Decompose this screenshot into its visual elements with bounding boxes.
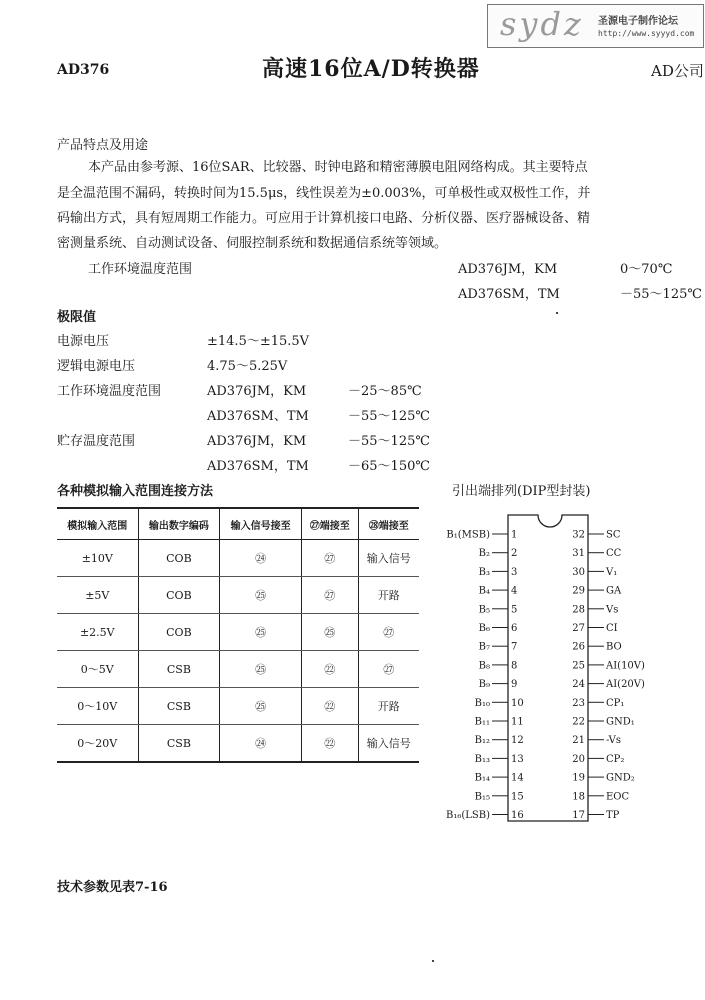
watermark-url: http://www.syyyd.com: [598, 29, 695, 38]
pin-label: B₂: [478, 548, 490, 560]
company-name: AD公司: [651, 62, 704, 80]
table-cell: ㉕: [220, 688, 302, 725]
table-cell: ㉗: [358, 614, 419, 651]
pin-number: 8: [511, 660, 518, 672]
table-cell: ㉗: [301, 540, 358, 577]
limit-model: AD376JM，KM: [207, 434, 307, 449]
watermark-logo-text: sydz: [500, 5, 584, 43]
column-header: ㉘端接至: [358, 508, 419, 540]
temp-range-value: －55～125℃: [620, 287, 702, 302]
limit-range: ±14.5～±15.5V: [207, 334, 310, 349]
pin-label: AI(10V): [606, 660, 645, 672]
table-cell: ±10V: [57, 540, 138, 577]
limit-model: AD376SM、TM: [207, 409, 309, 424]
pin-label: B₁₂: [474, 735, 490, 747]
table-cell: COB: [138, 540, 220, 577]
pin-label: GA: [606, 585, 622, 597]
pin-number: 3: [511, 566, 518, 578]
intro-line: 码输出方式，具有短周期工作能力。可应用于计算机接口电路、分析仪器、医疗器械设备、精: [57, 211, 591, 226]
pin-label: EOC: [606, 791, 630, 803]
limit-label: 贮存温度范围: [57, 434, 136, 449]
pin-number: 27: [572, 623, 585, 634]
table-row: [57, 614, 419, 651]
table-cell: CSB: [138, 725, 220, 763]
column-header: 输出数字编码: [138, 508, 220, 540]
pin-number: 5: [511, 604, 518, 616]
pin-label: GND₂: [606, 772, 635, 784]
pin-label: CP₂: [606, 753, 625, 765]
pinout-heading: 引出端排列(DIP型封装): [452, 484, 591, 499]
pin-number: 20: [572, 753, 585, 765]
pin-number: 17: [572, 810, 585, 821]
table-cell: ㉒: [301, 688, 358, 725]
limit-model: AD376JM，KM: [207, 384, 307, 399]
table-cell: ㉒: [301, 651, 358, 688]
temp-range-model: AD376SM，TM: [458, 287, 560, 302]
limit-label: 工作环境温度范围: [57, 384, 162, 399]
table-cell: 输入信号: [358, 725, 419, 763]
pin-label: B₃: [478, 566, 490, 578]
table-cell: ±5V: [57, 577, 138, 614]
pin-label: B₈: [478, 660, 490, 672]
pin-number: 31: [572, 548, 585, 560]
pin-label: TP: [606, 810, 620, 821]
table-cell: COB: [138, 577, 220, 614]
limit-label: 逻辑电源电压: [57, 359, 136, 374]
limit-value: －55～125℃: [348, 409, 430, 424]
table-row: [57, 688, 419, 725]
limit-value: －55～125℃: [348, 434, 430, 449]
pin-label: B₉: [478, 679, 490, 691]
table-cell: ㉗: [358, 651, 419, 688]
table-cell: 0～10V: [57, 688, 138, 725]
table-cell: ㉔: [220, 725, 302, 763]
pin-number: 6: [511, 623, 518, 634]
pin-number: 14: [511, 772, 524, 784]
table-cell: CSB: [138, 688, 220, 725]
pin-number: 4: [511, 585, 518, 597]
pin-number: 28: [572, 604, 585, 616]
pin-number: 7: [511, 641, 518, 653]
table-cell: COB: [138, 614, 220, 651]
table-cell: 输入信号: [358, 540, 419, 577]
pin-number: 16: [511, 810, 524, 821]
pin-number: 19: [572, 772, 585, 784]
table-cell: ㉕: [301, 614, 358, 651]
column-header: 输入信号接至: [220, 508, 302, 540]
pin-number: 22: [572, 716, 585, 728]
limit-label: 电源电压: [57, 334, 110, 349]
table-row: [57, 577, 419, 614]
pin-number: 23: [572, 697, 585, 709]
table-cell: CSB: [138, 651, 220, 688]
pin-label: B₁(MSB): [446, 529, 490, 541]
pin-number: 21: [572, 735, 585, 747]
pin-label: CI: [606, 623, 618, 634]
pin-number: 11: [511, 716, 524, 728]
pin-number: 12: [511, 735, 524, 747]
pin-number: 2: [511, 548, 518, 560]
speck: [432, 960, 434, 962]
pin-number: 18: [572, 791, 585, 803]
limit-model: AD376SM，TM: [207, 459, 309, 474]
pin-number: 10: [511, 697, 524, 709]
watermark-site-name: 圣源电子制作论坛: [598, 16, 678, 27]
pin-number: 32: [572, 529, 585, 541]
table-cell: ㉒: [301, 725, 358, 763]
table-cell: 开路: [358, 577, 419, 614]
table-cell: 0～20V: [57, 725, 138, 763]
pin-label: B₁₅: [474, 791, 490, 803]
connection-table-heading: 各种模拟输入范围连接方法: [57, 484, 214, 499]
table-row: [57, 540, 419, 577]
pin-label: B₄: [478, 585, 490, 597]
pin-number: 15: [511, 791, 524, 803]
table-cell: ㉔: [220, 540, 302, 577]
technical-reference: 技术参数见表7-16: [57, 880, 168, 895]
pin-number: 24: [572, 679, 585, 691]
pin-label: GND₁: [606, 716, 635, 728]
table-cell: ㉕: [220, 577, 302, 614]
pin-label: B₆: [478, 623, 490, 634]
pin-number: 1: [511, 529, 518, 541]
limit-value: －25～85℃: [348, 384, 422, 399]
features-heading: 产品特点及用途: [57, 138, 149, 153]
temp-range-model: AD376JM，KM: [458, 262, 558, 277]
pin-label: SC: [606, 529, 621, 541]
pin-number: 9: [511, 679, 518, 691]
pin-number: 26: [572, 641, 585, 653]
pin-number: 13: [511, 753, 524, 765]
temp-range-label: 工作环境温度范围: [88, 262, 193, 277]
pin-label: B₁₄: [474, 772, 490, 784]
pin-label: B₁₁: [474, 716, 490, 728]
pin-label: B₁₃: [474, 753, 490, 765]
table-cell: ±2.5V: [57, 614, 138, 651]
pin-label: -Vs: [606, 735, 622, 747]
pin-label: B₅: [478, 604, 490, 616]
table-row: [57, 651, 419, 688]
pin-label: CC: [606, 548, 622, 560]
pin-label: CP₁: [606, 697, 625, 709]
table-cell: 0～5V: [57, 651, 138, 688]
model-number: AD376: [57, 62, 110, 78]
pin-number: 30: [572, 566, 585, 578]
limit-value: －65～150℃: [348, 459, 430, 474]
dip-package-diagram: [438, 505, 700, 830]
table-cell: ㉕: [220, 651, 302, 688]
pin-label: V₁: [606, 566, 618, 578]
table-cell: 开路: [358, 688, 419, 725]
pin-label: B₇: [478, 641, 490, 653]
table-header-row: [57, 508, 419, 540]
connection-table: [57, 507, 419, 763]
page-title: 高速16位A/D转换器: [262, 56, 480, 82]
table-cell: ㉕: [220, 614, 302, 651]
watermark-logo: [487, 4, 704, 48]
pin-number: 29: [572, 585, 585, 597]
temp-range-value: 0～70℃: [620, 262, 673, 277]
pin-label: AI(20V): [606, 679, 645, 691]
table-row: [57, 725, 419, 763]
pin-label: B₁₀: [474, 697, 490, 709]
table-cell: ㉗: [301, 577, 358, 614]
pin-label: Vs: [606, 604, 619, 616]
intro-line: 是全温范围不漏码，转换时间为15.5μs，线性误差为±0.003%，可单极性或双极性工作，并: [57, 186, 591, 201]
pin-label: B₁₆(LSB): [445, 810, 490, 821]
limits-heading: 极限值: [57, 310, 97, 325]
column-header: 模拟输入范围: [57, 508, 138, 540]
limit-range: 4.75～5.25V: [207, 359, 288, 374]
intro-line: 密测量系统、自动测试设备、伺服控制系统和数据通信系统等领域。: [57, 236, 448, 251]
speck: [556, 312, 558, 314]
pin-number: 25: [572, 660, 585, 672]
column-header: ㉗端接至: [301, 508, 358, 540]
pin-label: BO: [606, 641, 622, 653]
intro-line: 本产品由参考源、16位SAR、比较器、时钟电路和精密薄膜电阻网络构成。其主要特点: [88, 160, 588, 175]
